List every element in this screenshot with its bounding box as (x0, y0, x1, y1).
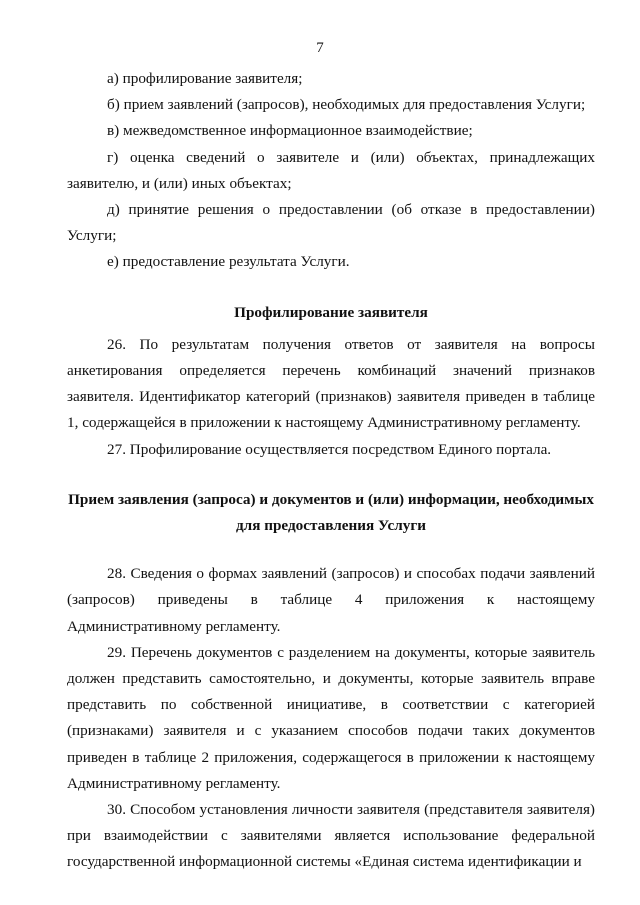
section-gap (67, 463, 595, 487)
paragraph: 26. По результатам получения ответов от заявителя на вопросы анкетирования определяется перечень комбинаций значений признаков заявителя. Идентификатор категорий (признаков) заявителя приведен в таблице 1, содержащейся в приложении к настоящему Административному регламенту. (67, 335, 595, 432)
section-gap (67, 276, 595, 300)
section-heading: Профилирование заявителя (234, 303, 428, 321)
list-item: в) межведомственное информационное взаимодействие; (107, 122, 473, 140)
paragraph: 28. Сведения о формах заявлений (запросов) и способах подачи заявлений (запросов) приведены в таблице 4 приложения к настоящему Административному регламенту. (67, 565, 595, 635)
page-number: 7 (316, 40, 324, 56)
heading-gap (67, 539, 595, 561)
list-item: а) профилирование заявителя; (107, 70, 303, 87)
document-body (67, 66, 595, 876)
paragraph: 29. Перечень документов с разделением на документы, которые заявитель должен представить самостоятельно, и документы, которые заявитель вправе представить по собственной инициативе, в соответствии с категорией (признаками) заявителя и с указанием способов подачи таких документов приведен в таблице 2 приложения, содержащегося в приложении к настоящему Административному регламенту. (67, 643, 595, 792)
list-item: д) принятие решения о предоставлении (об отказе в предоставлении) Услуги; (67, 201, 595, 245)
list-item: г) оценка сведений о заявителе и (или) объектах, принадлежащих заявителю, и (или) иных объектах; (67, 148, 595, 192)
section-heading: Прием заявления (запроса) и документов и (или) информации, необходимых для предоставления Услуги (68, 490, 594, 535)
list-item: б) прием заявлений (запросов), необходимых для предоставления Услуги; (107, 96, 586, 114)
paragraph: 27. Профилирование осуществляется посредством Единого портала. (107, 440, 552, 458)
list-item: е) предоставление результата Услуги. (107, 253, 350, 271)
paragraph: 30. Способом установления личности заявителя (представителя заявителя) при взаимодействии с заявителями является использование федеральной государственной информационной системы «Единая система идентификации и (67, 801, 595, 871)
